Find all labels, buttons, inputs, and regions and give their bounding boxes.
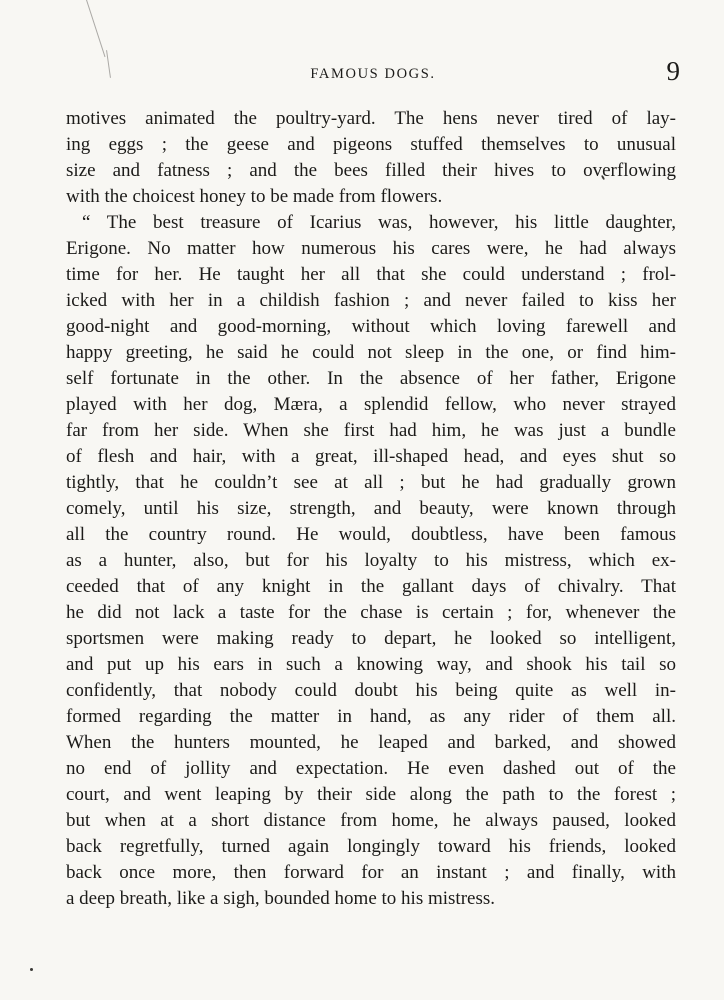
text-line: court, and went leaping by their side along the path to the forest ; [66,784,676,805]
text-line: tightly, that he couldn’t see at all ; but he had gradually grown [66,472,676,493]
page-number: 9 [666,56,680,86]
text-line: motives animated the poultry-yard. The hens never tired of lay- [66,108,676,129]
text-line: with the choicest honey to be made from flowers. [66,186,443,207]
text-line: and put up his ears in such a knowing way, and shook his tail so [66,654,676,675]
text-line: played with her dog, Mæra, a splendid fellow, who never strayed [66,394,676,415]
text-line: of flesh and hair, with a great, ill-shaped head, and eyes shut so [66,446,676,467]
text-line: good-night and good-morning, without which loving farewell and [66,316,676,337]
text-line: far from her side. When she first had him, he was just a bundle [66,420,676,441]
text-line: sportsmen were making ready to depart, he looked so intelligent, [66,628,676,649]
text-line: “ The best treasure of Icarius was, however, his little daughter, [82,212,676,233]
text-line: a deep breath, like a sigh, bounded home to his mistress. [66,888,495,909]
text-line: confidently, that nobody could doubt his being quite as well in- [66,680,676,701]
text-line: When the hunters mounted, he leaped and barked, and showed [66,732,676,753]
text-line: formed regarding the matter in hand, as any rider of them all. [66,706,676,727]
running-head: FAMOUS DOGS. [310,66,436,82]
text-line: size and fatness ; and the bees filled their hives to overflowing [66,160,676,181]
text-line: self fortunate in the other. In the absence of her father, Erigone [66,368,676,389]
text-line: all the country round. He would, doubtless, have been famous [66,524,676,545]
text-line: but when at a short distance from home, he always paused, looked [66,810,676,831]
text-line: time for her. He taught her all that she could understand ; frol- [66,264,676,285]
text-line: back regretfully, turned again longingly toward his friends, looked [66,836,676,857]
body-text [66,106,676,912]
text-line: Erigone. No matter how numerous his cares were, he had always [66,238,676,259]
text-line: happy greeting, he said he could not sleep in the one, or find him- [66,342,676,363]
ink-speck [30,968,33,971]
text-line: ceeded that of any knight in the gallant days of chivalry. That [66,576,676,597]
text-line: he did not lack a taste for the chase is certain ; for, whenever the [66,602,676,623]
text-line: back once more, then forward for an instant ; and finally, with [66,862,676,883]
scan-stroke-mark [86,0,105,57]
page-header [66,56,680,94]
text-line: ing eggs ; the geese and pigeons stuffed themselves to unusual [66,134,676,155]
text-line: comely, until his size, strength, and beauty, were known through [66,498,676,519]
text-line: as a hunter, also, but for his loyalty to his mistress, which ex- [66,550,676,571]
text-line: icked with her in a childish fashion ; and never failed to kiss her [66,290,676,311]
text-line: no end of jollity and expectation. He even dashed out of the [66,758,676,779]
